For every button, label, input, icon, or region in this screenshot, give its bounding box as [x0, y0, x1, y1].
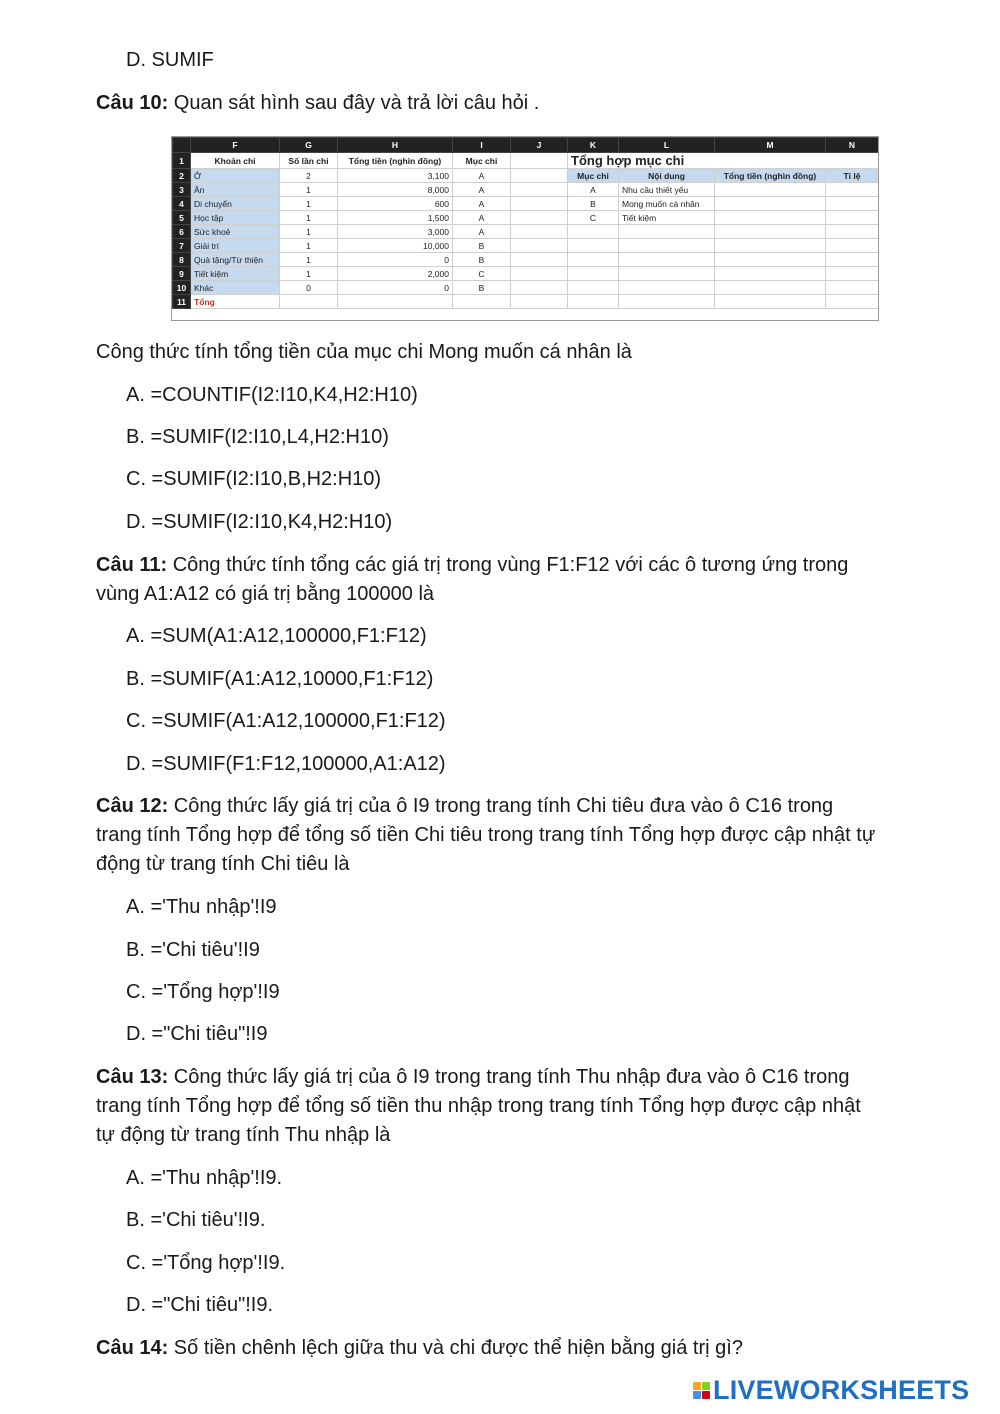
cell [511, 183, 568, 197]
cell [568, 239, 619, 253]
cell: Di chuyển [191, 197, 280, 211]
sheet-row [173, 183, 879, 197]
row-number: 6 [173, 225, 191, 239]
cell: A [453, 183, 511, 197]
sheet-header-row [173, 153, 879, 169]
total-label-cell: Tổng [191, 295, 280, 309]
cell: B [453, 253, 511, 267]
question-line: trang tính Tổng hợp để tổng số tiền thu nhập trong trang tính Tổng hợp được cập nhật [96, 1095, 861, 1117]
cell [715, 267, 826, 281]
column-header-row [173, 138, 879, 153]
cell [826, 197, 879, 211]
option-line: C. =SUMIF(A1:A12,100000,F1:F12) [126, 710, 446, 732]
row-number: 3 [173, 183, 191, 197]
cell: A [453, 169, 511, 183]
sheet-row [173, 169, 879, 183]
cell [568, 253, 619, 267]
question-line: động từ trang tính Chi tiêu là [96, 853, 350, 875]
cell [511, 281, 568, 295]
cell: 1 [280, 197, 338, 211]
summary-title: Tổng hợp mục chi [571, 153, 685, 168]
cell [715, 281, 826, 295]
cell: Ở [191, 169, 280, 183]
cell: 1 [280, 225, 338, 239]
option-line: B. =SUMIF(I2:I10,L4,H2:H10) [126, 426, 389, 448]
cell [511, 211, 568, 225]
cell: 3,100 [338, 169, 453, 183]
cell: 1 [280, 267, 338, 281]
cell [619, 225, 715, 239]
cell [826, 239, 879, 253]
cell [715, 183, 826, 197]
logo-square [693, 1382, 701, 1390]
question-line: Câu 10: Quan sát hình sau đây và trả lời câu hỏi . [96, 92, 540, 114]
summary-header-cell: Nội dung [619, 169, 715, 183]
cell: 1 [280, 253, 338, 267]
row-number: 8 [173, 253, 191, 267]
cell: B [568, 197, 619, 211]
question-line: Công thức tính tổng tiền của mục chi Mong muốn cá nhân là [96, 341, 632, 363]
option-line: A. =SUM(A1:A12,100000,F1:F12) [126, 625, 427, 647]
cell: A [453, 225, 511, 239]
row-number: 1 [173, 153, 191, 169]
row-number: 10 [173, 281, 191, 295]
option-line: A. ='Thu nhập'!I9. [126, 1167, 283, 1189]
cell: 2,000 [338, 267, 453, 281]
logo-grid-icon [693, 1382, 710, 1399]
cell: C [453, 267, 511, 281]
cell [280, 295, 338, 309]
column-header: L [619, 138, 715, 153]
option-line: D. ="Chi tiêu"!I9. [126, 1294, 274, 1316]
option-line: B. =SUMIF(A1:A12,10000,F1:F12) [126, 668, 434, 690]
cell: 10,000 [338, 239, 453, 253]
column-header: J [511, 138, 568, 153]
cell: 1,500 [338, 211, 453, 225]
cell [715, 253, 826, 267]
sheet-row [173, 197, 879, 211]
cell: 0 [338, 281, 453, 295]
cell: 8,000 [338, 183, 453, 197]
cell: A [453, 211, 511, 225]
cell [453, 295, 511, 309]
cell: 600 [338, 197, 453, 211]
cell [715, 295, 826, 309]
option-line: A. ='Thu nhập'!I9 [126, 896, 277, 918]
cell [619, 239, 715, 253]
logo-square [693, 1391, 701, 1399]
spreadsheet-image [171, 136, 879, 321]
header-cell: Số lần chi [280, 153, 338, 169]
cell: Nhu cầu thiết yếu [619, 183, 715, 197]
cell: 1 [280, 239, 338, 253]
cell [619, 267, 715, 281]
row-number: 5 [173, 211, 191, 225]
cell [826, 153, 879, 169]
option-line: D. ="Chi tiêu"!I9 [126, 1023, 268, 1045]
column-header: N [826, 138, 879, 153]
cell: 1 [280, 183, 338, 197]
question-line: vùng A1:A12 có giá trị bằng 100000 là [96, 583, 435, 605]
question-line: trang tính Tổng hợp để tổng số tiền Chi tiêu trong trang tính Tổng hợp được cập nhật tự [96, 824, 876, 846]
question-line: tự động từ trang tính Thu nhập là [96, 1124, 391, 1146]
cell: 0 [280, 281, 338, 295]
cell: Khác [191, 281, 280, 295]
cell [511, 169, 568, 183]
option-line: A. =COUNTIF(I2:I10,K4,H2:H10) [126, 384, 418, 406]
option-line: C. ='Tổng hợp'!I9. [126, 1252, 286, 1274]
question-line: Câu 11: Công thức tính tổng các giá trị trong vùng F1:F12 với các ô tương ứng trong [96, 554, 849, 576]
cell [619, 295, 715, 309]
liveworksheets-logo [693, 1374, 969, 1406]
row-number: 2 [173, 169, 191, 183]
cell: B [453, 239, 511, 253]
row-number: 7 [173, 239, 191, 253]
cell [511, 225, 568, 239]
header-cell: Khoản chi [191, 153, 280, 169]
cell [338, 295, 453, 309]
summary-header-cell: Tỉ lệ [826, 169, 879, 183]
cell [568, 295, 619, 309]
cell: Mong muốn cá nhân [619, 197, 715, 211]
cell [715, 211, 826, 225]
cell [826, 183, 879, 197]
cell: Quà tặng/Từ thiện [191, 253, 280, 267]
header-cell: Tổng tiền (nghìn đồng) [338, 153, 453, 169]
cell: C [568, 211, 619, 225]
cell [568, 267, 619, 281]
cell [826, 295, 879, 309]
cell: 0 [338, 253, 453, 267]
cell: Học tập [191, 211, 280, 225]
cell [511, 153, 568, 169]
cell: Ăn [191, 183, 280, 197]
sheet-row [173, 225, 879, 239]
sheet-row [173, 267, 879, 281]
cell [715, 239, 826, 253]
cell [568, 225, 619, 239]
cell [568, 281, 619, 295]
cell [619, 253, 715, 267]
cell: Tiết kiệm [191, 267, 280, 281]
cell [715, 225, 826, 239]
summary-header-cell: Tổng tiền (nghìn đồng) [715, 169, 826, 183]
cell [826, 267, 879, 281]
sheet-row [173, 281, 879, 295]
cell: 3,000 [338, 225, 453, 239]
header-cell: Mục chi [453, 153, 511, 169]
cell [826, 225, 879, 239]
cell: 2 [280, 169, 338, 183]
column-header: I [453, 138, 511, 153]
option-line: D. =SUMIF(F1:F12,100000,A1:A12) [126, 753, 446, 775]
sheet-row [173, 211, 879, 225]
option-line: D. =SUMIF(I2:I10,K4,H2:H10) [126, 511, 393, 533]
option-line: D. SUMIF [126, 49, 214, 71]
sheet-row [173, 295, 879, 309]
row-number: 11 [173, 295, 191, 309]
question-line: Câu 13: Công thức lấy giá trị của ô I9 trong trang tính Thu nhập đưa vào ô C16 trong [96, 1066, 850, 1088]
corner-cell [173, 138, 191, 153]
cell [511, 267, 568, 281]
cell [715, 197, 826, 211]
logo-text: LIVEWORKSHEETS [713, 1374, 970, 1405]
question-line: Câu 14: Số tiền chênh lệch giữa thu và chi được thể hiện bằng giá trị gì? [96, 1337, 743, 1359]
option-line: C. ='Tổng hợp'!I9 [126, 981, 280, 1003]
cell: Tiết kiệm [619, 211, 715, 225]
sheet-row [173, 239, 879, 253]
summary-header-cell: Mục chi [568, 169, 619, 183]
column-header: F [191, 138, 280, 153]
option-line: C. =SUMIF(I2:I10,B,H2:H10) [126, 468, 382, 490]
cell [511, 239, 568, 253]
cell: Sức khoẻ [191, 225, 280, 239]
cell [511, 253, 568, 267]
column-header: K [568, 138, 619, 153]
logo-square [702, 1391, 710, 1399]
cell: A [453, 197, 511, 211]
cell [619, 281, 715, 295]
cell: B [453, 281, 511, 295]
question-line: Câu 12: Công thức lấy giá trị của ô I9 trong trang tính Chi tiêu đưa vào ô C16 trong [96, 795, 834, 817]
logo-square [702, 1382, 710, 1390]
option-line: B. ='Chi tiêu'!I9. [126, 1209, 266, 1231]
cell: A [568, 183, 619, 197]
cell [511, 197, 568, 211]
cell [826, 281, 879, 295]
cell: Giải trí [191, 239, 280, 253]
row-number: 9 [173, 267, 191, 281]
cell: 1 [280, 211, 338, 225]
column-header: M [715, 138, 826, 153]
option-line: B. ='Chi tiêu'!I9 [126, 939, 260, 961]
sheet-row [173, 253, 879, 267]
cell [826, 253, 879, 267]
cell [511, 295, 568, 309]
row-number: 4 [173, 197, 191, 211]
column-header: H [338, 138, 453, 153]
column-header: G [280, 138, 338, 153]
cell [826, 211, 879, 225]
